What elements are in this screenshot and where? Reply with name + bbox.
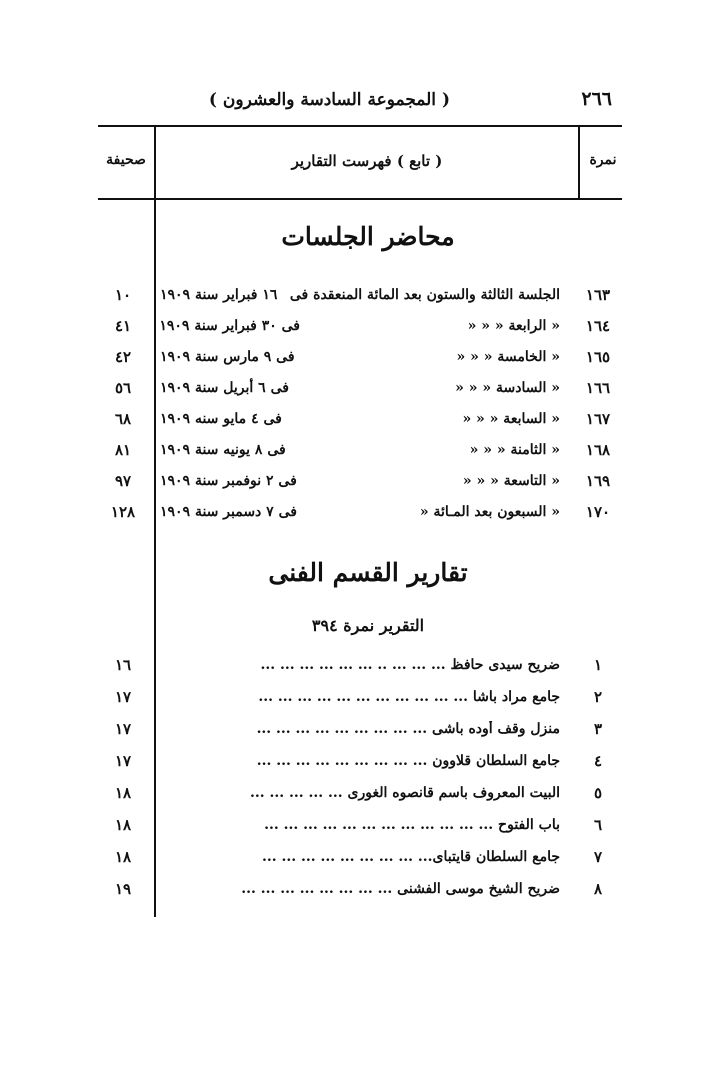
entry-page: ١٢٨ xyxy=(110,503,136,521)
entry-date: فى ٤ مايو سنه ١٩٠٩ xyxy=(160,411,282,427)
entry-page: ١٧ xyxy=(114,720,132,738)
entry-number: ٢ xyxy=(593,688,603,706)
entry-title: « التاسعة « « « xyxy=(462,473,560,489)
running-head xyxy=(98,88,620,116)
list-item xyxy=(98,844,620,874)
entry-number: ١٧٠ xyxy=(585,503,611,521)
top-rule xyxy=(98,125,622,127)
list-item xyxy=(98,684,620,714)
report-subtitle: التقرير نمرة ٣٩٤ xyxy=(311,616,425,635)
list-item xyxy=(98,499,620,529)
entry-page: ١٨ xyxy=(114,848,132,866)
entry-number: ١٦٥ xyxy=(585,348,611,366)
entry-date: فى ٦ أبريل سنة ١٩٠٩ xyxy=(160,380,289,396)
list-item xyxy=(98,812,620,842)
entry-title: جامع السلطان قلاوون ... ... ... ... ... ... ... ... ... xyxy=(256,753,560,769)
entry-page: ٥٦ xyxy=(114,379,132,397)
entry-page: ٦٨ xyxy=(114,410,132,428)
entry-page: ٤١ xyxy=(114,317,132,335)
entry-date: فى ٧ دسمبر سنة ١٩٠٩ xyxy=(160,504,297,520)
entry-date: فى ٢ نوفمبر سنة ١٩٠٩ xyxy=(160,473,297,489)
list-item xyxy=(98,468,620,498)
entry-date: فى ٩ مارس سنة ١٩٠٩ xyxy=(160,349,295,365)
entry-title: « الثامنة « « « xyxy=(469,442,560,458)
list-item xyxy=(98,375,620,405)
list-item xyxy=(98,716,620,746)
entry-title: ضريح سيدى حافظ ... ... ... .. ... ... ... ... ... ... xyxy=(260,657,560,673)
entry-number: ١٦٩ xyxy=(585,472,611,490)
entry-page: ١٨ xyxy=(114,784,132,802)
entry-page: ١٠ xyxy=(114,286,132,304)
list-item xyxy=(98,406,620,436)
technical-section-title: تقارير القسم الفنى xyxy=(268,558,468,587)
entry-number: ٨ xyxy=(593,880,603,898)
entry-date: ١٦ فبراير سنة ١٩٠٩ xyxy=(160,287,278,303)
entry-title: « الرابعة « « « xyxy=(467,318,560,334)
column-header-page: صحيفة xyxy=(106,152,146,168)
page-number: ٢٦٦ xyxy=(581,88,612,110)
list-item xyxy=(98,344,620,374)
entry-title: « الخامسة « « « xyxy=(456,349,560,365)
entry-title: « السبعون بعد المـائة « xyxy=(419,504,560,520)
entry-number: ١٦٤ xyxy=(585,317,611,335)
entry-number: ١٦٦ xyxy=(585,379,611,397)
list-item xyxy=(98,780,620,810)
entry-title: جامع السلطان قايتباى... ... ... ... ... ... ... ... ... xyxy=(261,849,560,865)
list-item xyxy=(98,748,620,778)
entry-page: ٩٧ xyxy=(114,472,132,490)
entry-page: ١٨ xyxy=(114,816,132,834)
column-header-title: ( تابع ) فهرست التقارير xyxy=(291,152,443,170)
entry-title: جامع مراد باشا ... ... ... ... ... ... ... ... ... ... ... xyxy=(258,689,560,705)
entry-number: ٥ xyxy=(593,784,603,802)
entry-title: « السادسة « « « xyxy=(455,380,560,396)
entry-title: ضريح الشيخ موسى الفشنى ... ... ... ... ... ... ... ... xyxy=(241,881,560,897)
number-column-divider xyxy=(578,125,580,200)
entry-page: ١٧ xyxy=(114,752,132,770)
entry-date: فى ٨ يونيه سنة ١٩٠٩ xyxy=(160,442,286,458)
entry-title: منزل وقف أوده باشى ... ... ... ... ... ... ... ... ... xyxy=(256,721,560,737)
entry-number: ٤ xyxy=(593,752,603,770)
column-header-number: نمرة xyxy=(589,152,617,168)
entry-number: ٧ xyxy=(593,848,603,866)
entry-date: فى ٣٠ فبراير سنة ١٩٠٩ xyxy=(159,318,300,334)
entry-number: ١٦٧ xyxy=(585,410,611,428)
entry-number: ١٦٨ xyxy=(585,441,611,459)
entry-page: ٨١ xyxy=(114,441,132,459)
entry-number: ١٦٣ xyxy=(585,286,611,304)
entry-title: البيت المعروف باسم قانصوه الغورى ... ... ... ... ... xyxy=(250,785,560,801)
list-item xyxy=(98,652,620,682)
list-item xyxy=(98,313,620,343)
running-title: ( المجموعة السادسة والعشرون ) xyxy=(208,90,450,110)
list-item xyxy=(98,282,620,312)
entry-number: ٣ xyxy=(593,720,603,738)
list-item xyxy=(98,437,620,467)
entry-page: ١٩ xyxy=(114,880,132,898)
entry-title: « السابعة « « « xyxy=(462,411,560,427)
entry-title: باب الفتوح ... ... ... ... ... ... ... ... ... ... ... ... xyxy=(264,817,560,833)
entry-title: الجلسة الثالثة والستون بعد المائة المنعقدة فى xyxy=(289,287,560,303)
entry-page: ٤٢ xyxy=(114,348,132,366)
list-item xyxy=(98,876,620,906)
entry-number: ٦ xyxy=(593,816,603,834)
header-rule xyxy=(98,198,622,200)
entry-number: ١ xyxy=(593,656,603,674)
entry-page: ١٧ xyxy=(114,688,132,706)
sessions-section-title: محاضر الجلسات xyxy=(281,222,455,251)
entry-page: ١٦ xyxy=(114,656,132,674)
